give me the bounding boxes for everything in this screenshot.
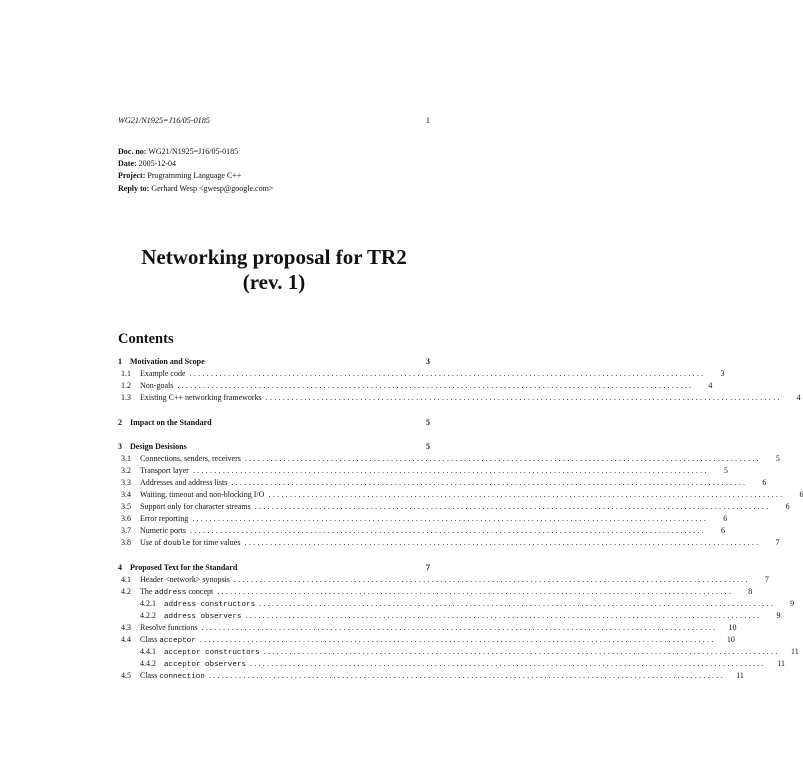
toc-entry-title-part: concept <box>186 586 214 596</box>
toc-dot-leader: ........................................................................................................................ <box>189 369 706 378</box>
toc-entry-title <box>140 380 173 392</box>
toc-entry-title-part: Support only for character streams <box>140 502 251 511</box>
toc-entry-title-part: Transport layer <box>140 466 189 475</box>
toc-dot-leader: ........................................................................................................................ <box>231 478 748 487</box>
toc-entry[interactable] <box>118 537 780 549</box>
toc-entry[interactable] <box>118 513 728 525</box>
toc-entry-page: 5 <box>775 454 780 463</box>
toc-entry-title <box>130 562 237 574</box>
meta-key: Doc. no: <box>118 147 147 156</box>
toc-entry-page: 3 <box>720 369 725 378</box>
page-number: 1 <box>425 116 430 125</box>
toc-entry-title-part: Example code <box>140 369 186 378</box>
toc-entry-number: 4.3 <box>121 622 131 632</box>
toc-entry-title <box>140 513 188 525</box>
toc-entry-page: 4 <box>708 381 713 390</box>
toc-dot-leader: ........................................................................................................................ <box>259 598 776 608</box>
meta-value: Gerhard Wesp <gwesp@google.com> <box>151 183 274 193</box>
toc-entry-title-part: Class <box>140 634 160 644</box>
toc-entry-title-part: Header <network> synopsis <box>140 574 230 584</box>
toc-entry-number: 4.2.1 <box>140 598 156 608</box>
toc-dot-leader: ........................................................................................................................ <box>268 490 785 499</box>
toc-entry[interactable] <box>118 646 799 658</box>
toc-entry-number: 4.2.2 <box>140 610 156 620</box>
meta-value: Programming Language C++ <box>147 171 242 181</box>
toc-entry-title-part: for time values <box>190 538 241 547</box>
toc-dot-leader: ........................................................................................................................ <box>233 574 750 584</box>
toc-entry-title-part: address constructors <box>164 600 256 609</box>
toc-entry-page: 6 <box>762 478 767 487</box>
toc-entry-number: 4.4.1 <box>140 646 156 656</box>
toc-entry[interactable] <box>118 501 790 513</box>
running-head <box>118 116 430 125</box>
toc-entry[interactable] <box>118 574 769 586</box>
toc-entry[interactable] <box>118 368 725 380</box>
toc-entry[interactable] <box>118 441 430 453</box>
toc-entry-title-part: address <box>154 588 187 597</box>
toc-entry-number: 4.1 <box>121 574 131 584</box>
toc-entry-number: 2 <box>118 417 122 427</box>
toc-entry-page: 6 <box>723 514 728 523</box>
toc-entry-title-part: Error reporting <box>140 514 189 523</box>
toc-entry-number: 4.4 <box>121 634 131 644</box>
toc-entry-number: 3.3 <box>121 478 131 487</box>
toc-entry-page: 6 <box>799 490 803 499</box>
toc-entry[interactable] <box>118 525 725 537</box>
toc-entry-title <box>140 368 186 380</box>
toc-dot-leader: ........................................................................................................................ <box>263 646 780 656</box>
meta-reply-to <box>118 183 273 195</box>
toc-dot-leader: ........................................................................................................................ <box>265 393 782 402</box>
toc-entry-title-part: Waiting, timeout and non-blocking I/O <box>140 490 265 499</box>
toc-entry-number: 4.2 <box>121 586 131 596</box>
contents-heading: Contents <box>118 331 174 347</box>
toc-entry-number: 1.1 <box>121 369 131 378</box>
meta-date <box>118 158 273 170</box>
toc-entry[interactable] <box>118 465 728 477</box>
title-line-1: Networking proposal for TR2 <box>141 245 407 269</box>
toc-entry-number: 3.8 <box>121 538 131 547</box>
toc-entry-page: 11 <box>736 670 744 680</box>
toc-dot-leader: ........................................................................................................................ <box>199 634 716 644</box>
toc-entry-page: 6 <box>785 502 790 511</box>
toc-entry-number: 3.2 <box>121 466 131 475</box>
toc-entry[interactable] <box>118 477 767 489</box>
toc-dot-leader: ........................................................................................................................ <box>190 526 706 535</box>
toc-entry-title-part: address observers <box>164 612 242 621</box>
toc-entry-title-part: double <box>163 540 191 548</box>
running-head-doc-id: WG21/N1925=J16/05-0185 <box>118 116 210 125</box>
toc-entry-number: 1.3 <box>121 393 131 402</box>
toc-entry-title-part: Non-goals <box>140 381 174 390</box>
toc-entry-title <box>130 356 205 368</box>
meta-key: Date: <box>118 159 137 169</box>
toc-entry-title <box>130 441 187 453</box>
toc-entry-page: 5 <box>723 466 728 475</box>
toc-entry[interactable] <box>118 658 786 670</box>
table-of-contents <box>118 356 803 682</box>
toc-dot-leader: ........................................................................................................................ <box>244 538 761 547</box>
toc-entry[interactable] <box>118 610 781 622</box>
toc-entry-title-part: Proposed Text for the Standard <box>130 562 238 572</box>
toc-entry-title <box>140 670 205 683</box>
toc-entry-title-part: Existing C++ networking frameworks <box>140 393 262 402</box>
toc-entry-title-part: connection <box>159 672 205 681</box>
toc-entry[interactable] <box>118 453 780 465</box>
toc-entry-title-part: acceptor constructors <box>164 648 260 657</box>
document-title <box>118 245 430 295</box>
toc-entry-title-part: acceptor <box>159 636 196 645</box>
toc-entry-number: 3.7 <box>121 526 131 535</box>
toc-entry[interactable] <box>118 598 795 610</box>
toc-entry-title <box>130 417 212 429</box>
toc-entry-page: 7 <box>764 574 769 584</box>
meta-doc-no <box>118 146 273 158</box>
toc-entry-title-part: Impact on the Standard <box>130 417 212 427</box>
toc-entry-page: 7 <box>775 538 780 547</box>
toc-entry-number: 3.1 <box>121 454 131 463</box>
toc-entry-title-part: Connections, senders, receivers <box>140 454 241 463</box>
toc-entry-title <box>140 489 264 501</box>
meta-key: Project: <box>118 171 146 181</box>
toc-entry-number: 1 <box>118 357 122 366</box>
toc-entry-title <box>140 392 262 404</box>
toc-entry-number: 3 <box>118 442 122 451</box>
toc-dot-leader: ........................................................................................................................ <box>201 622 718 632</box>
toc-entry-page: 9 <box>776 610 781 620</box>
toc-entry[interactable] <box>118 634 735 646</box>
toc-entry-number: 4.4.2 <box>140 658 156 668</box>
meta-key: Reply to: <box>118 183 150 193</box>
toc-entry[interactable] <box>118 380 713 392</box>
toc-entry-number: 1.2 <box>121 381 131 390</box>
toc-dot-leader: ........................................................................................................................ <box>217 586 734 596</box>
toc-entry-page: 11 <box>791 646 799 656</box>
toc-entry-title <box>140 477 227 489</box>
toc-entry-title-part: Resolve functions <box>140 622 198 632</box>
toc-entry-page: 10 <box>726 634 735 644</box>
toc-entry-title-part: Motivation and Scope <box>130 357 205 366</box>
toc-entry-title-part: acceptor observers <box>164 660 247 669</box>
toc-dot-leader: ........................................................................................................................ <box>177 381 694 390</box>
toc-entry-page: 5 <box>426 417 430 427</box>
toc-dot-leader: ........................................................................................................................ <box>250 658 767 668</box>
toc-entry-title-part: Use of <box>140 538 164 547</box>
toc-dot-leader: ........................................................................................................................ <box>254 502 771 511</box>
toc-dot-leader: ........................................................................................................................ <box>192 466 709 475</box>
meta-value: WG21/N1925=J16/05-0185 <box>148 147 239 156</box>
toc-entry-title <box>140 453 241 465</box>
toc-entry[interactable] <box>118 417 430 429</box>
toc-entry-title <box>140 525 186 537</box>
toc-dot-leader: ........................................................................................................................ <box>245 610 762 620</box>
toc-entry-title-part: The <box>140 586 155 596</box>
toc-entry-page: 11 <box>777 658 786 668</box>
toc-entry-page: 9 <box>790 598 795 608</box>
toc-entry-page: 5 <box>426 442 430 451</box>
toc-entry[interactable] <box>118 392 801 404</box>
document-metadata <box>118 146 273 195</box>
toc-entry-number: 4 <box>118 562 122 572</box>
toc-entry-page: 7 <box>426 562 430 572</box>
toc-entry-title-part: Design Desisions <box>130 442 187 451</box>
toc-entry-page: 10 <box>728 622 737 632</box>
toc-entry-title <box>140 501 251 513</box>
toc-dot-leader: ........................................................................................................................ <box>208 670 725 680</box>
toc-entry-number: 3.4 <box>121 490 131 499</box>
toc-entry-number: 4.5 <box>121 670 131 680</box>
toc-entry-page: 3 <box>426 357 430 366</box>
meta-project <box>118 170 273 182</box>
toc-entry[interactable] <box>118 670 744 682</box>
toc-entry[interactable] <box>118 586 753 598</box>
toc-entry-page: 6 <box>721 526 725 535</box>
toc-entry-title <box>140 537 240 550</box>
toc-entry[interactable] <box>118 562 430 574</box>
toc-entry-title <box>140 622 198 634</box>
toc-dot-leader: ........................................................................................................................ <box>244 454 761 463</box>
toc-entry-number: 3.5 <box>121 502 131 511</box>
meta-value: 2005-12-04 <box>138 159 176 169</box>
title-line-2: (rev. 1) <box>242 270 306 294</box>
toc-entry-page: 4 <box>796 393 801 402</box>
toc-entry-page: 8 <box>748 586 753 596</box>
toc-dot-leader: ........................................................................................................................ <box>192 514 709 523</box>
toc-entry[interactable] <box>118 622 737 634</box>
toc-entry-title-part: Class <box>140 670 160 680</box>
toc-entry-title-part: Addresses and address lists <box>140 478 228 487</box>
toc-entry[interactable] <box>118 356 430 368</box>
toc-entry-title <box>140 574 230 586</box>
toc-entry[interactable] <box>118 489 803 501</box>
toc-entry-number: 3.6 <box>121 514 131 523</box>
toc-entry-title <box>140 465 189 477</box>
toc-entry-title-part: Numeric ports <box>140 526 186 535</box>
